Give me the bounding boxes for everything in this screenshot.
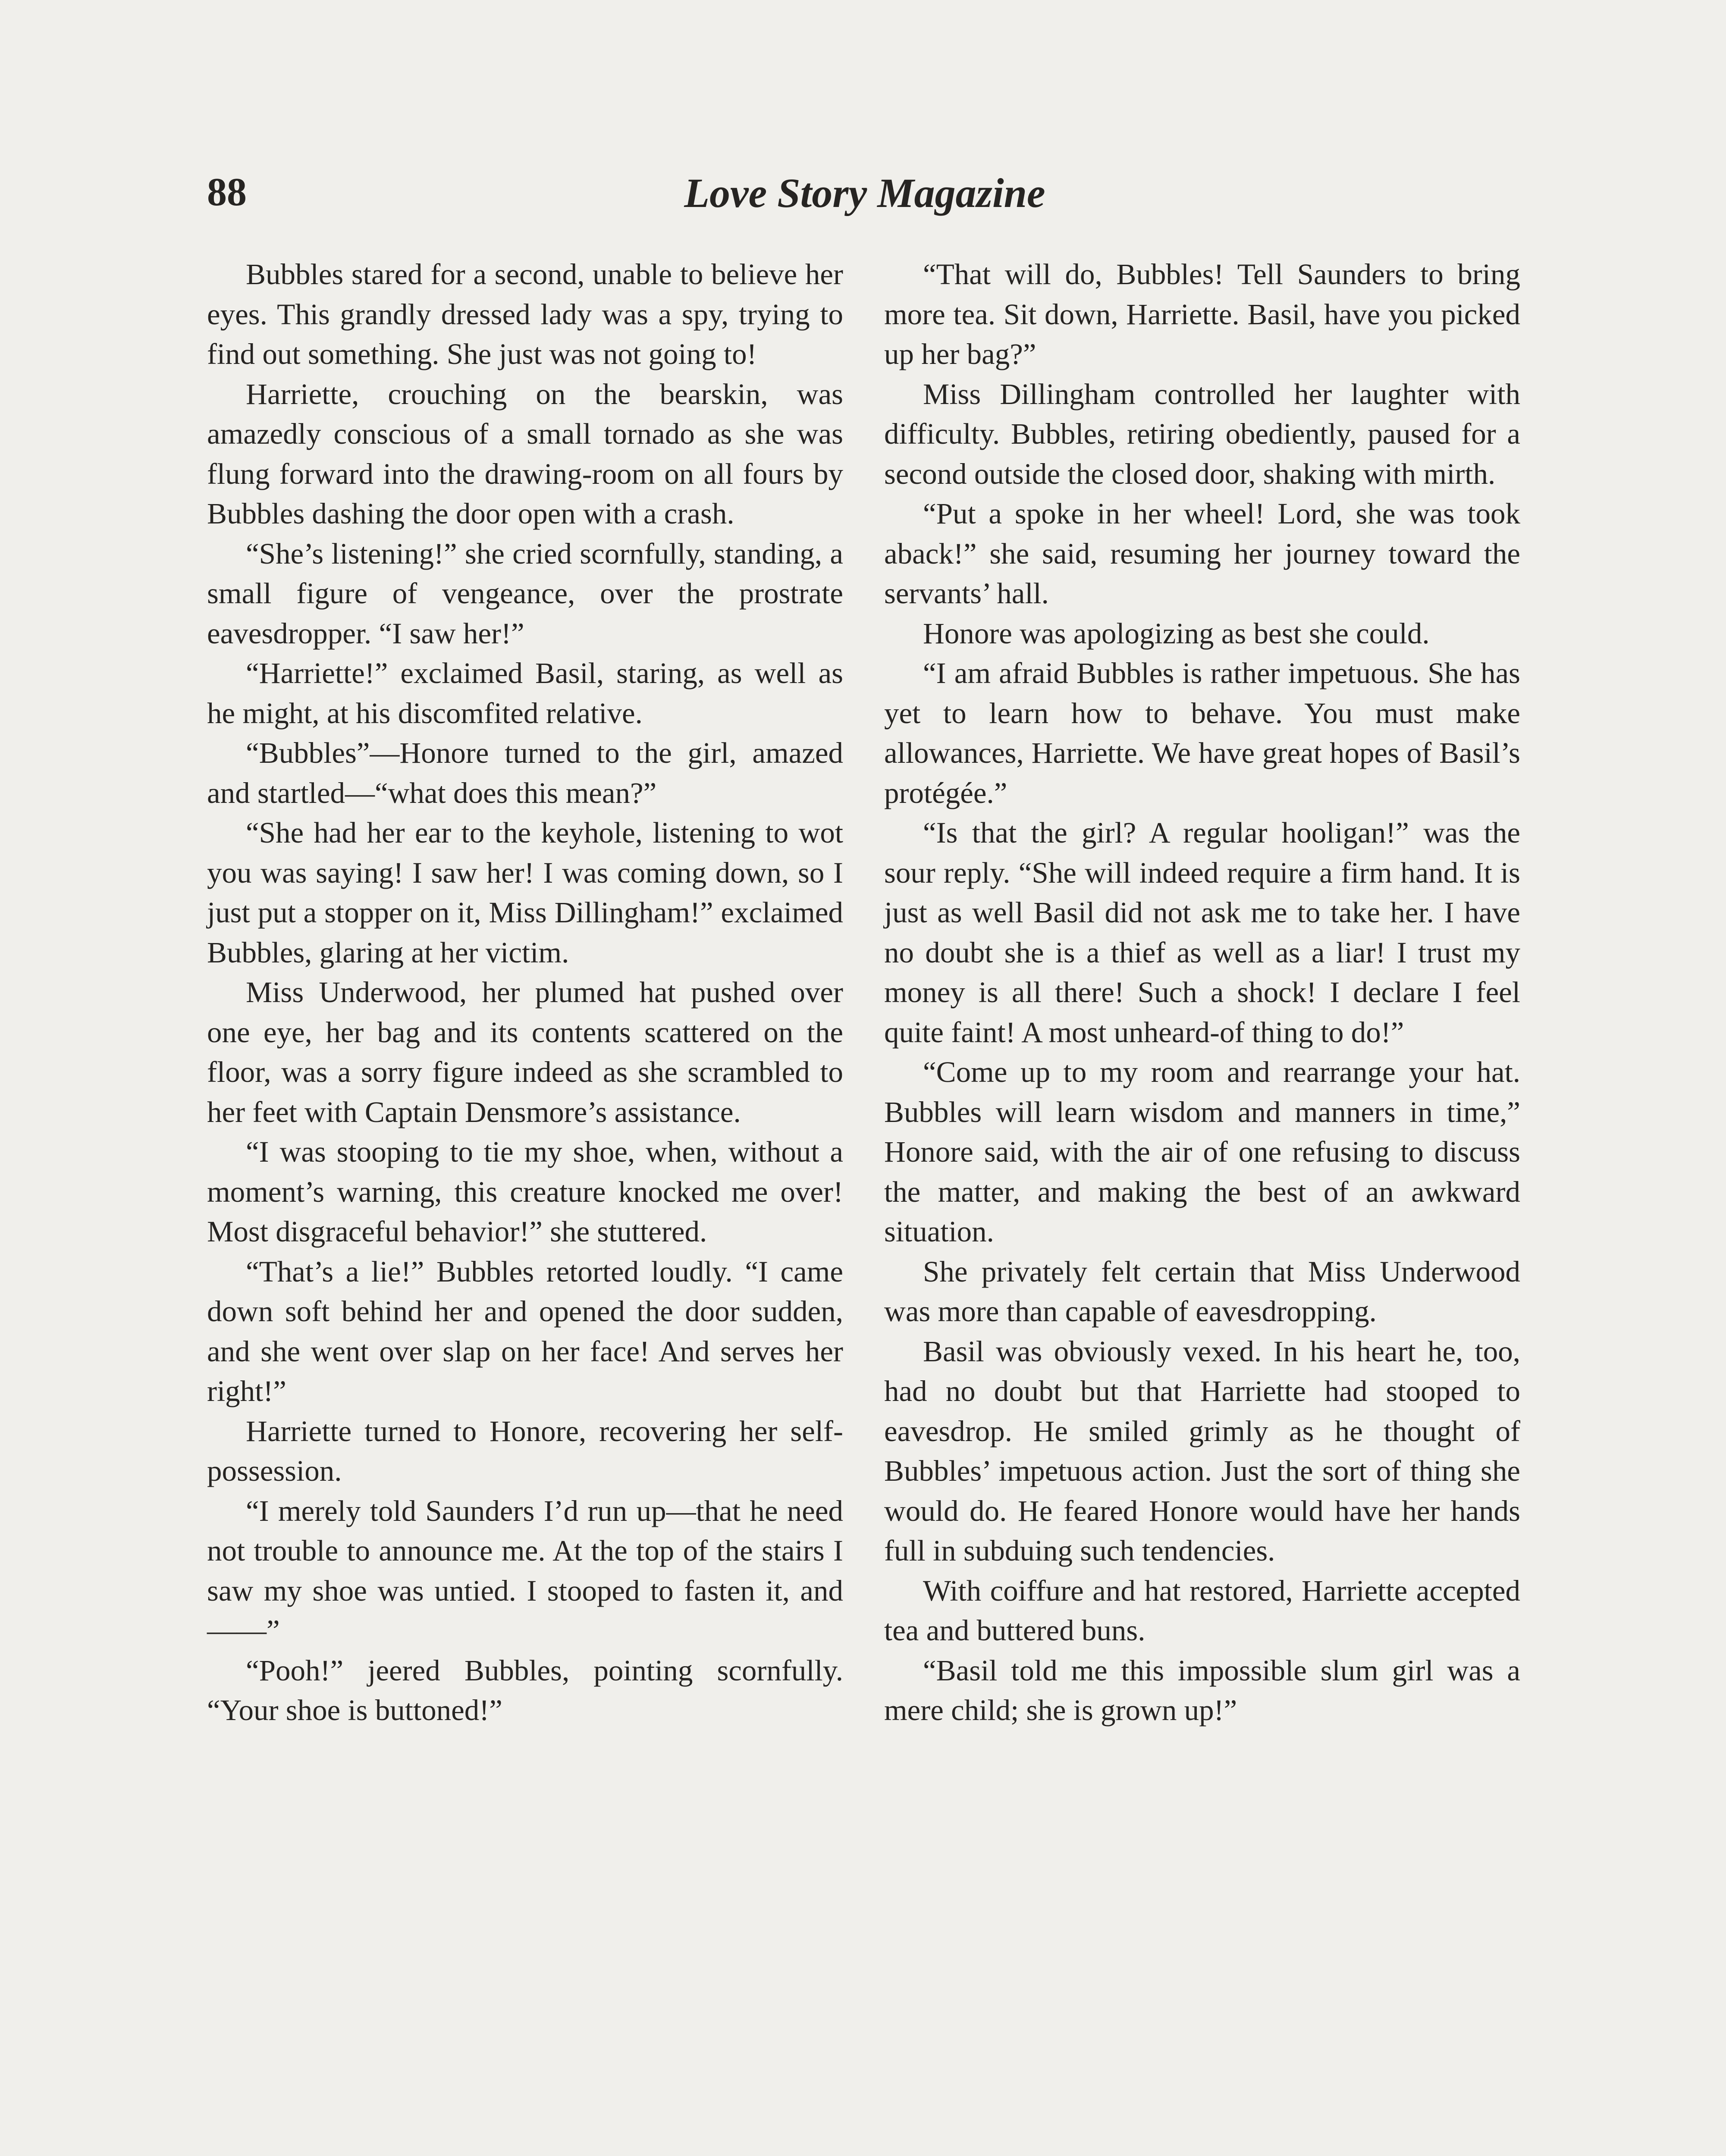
paragraph: Miss Dillingham controlled her laughter with difficulty. Bubbles, retiring obediently, paused for a second outside the closed door, shaking with mirth. xyxy=(884,377,1520,490)
paragraph: “I merely told Saunders I’d run up—that he need not trouble to announce me. At the top of the stairs I saw my shoe was untied. I stooped to fasten it, and——” xyxy=(207,1494,843,1647)
magazine-title: Love Story Magazine xyxy=(684,170,1045,216)
paragraph: “That’s a lie!” Bubbles retorted loudly. “I came down soft behind her and opened the door sudden, and she went over slap on her face! And serves her right!” xyxy=(207,1255,843,1407)
paragraph: Basil was obviously vexed. In his heart he, too, had no doubt but that Harriette had stooped to eavesdrop. He smiled grimly as he thought of Bubbles’ impetuous action. Just the sort of thing she would do. He feared Honore would have her hands full in subduing such tendencies. xyxy=(884,1335,1520,1567)
left-column xyxy=(207,254,843,1730)
right-column xyxy=(884,254,1520,1730)
paragraph: With coiffure and hat restored, Harriette accepted tea and buttered buns. xyxy=(884,1574,1520,1647)
paragraph: “She had her ear to the keyhole, listening to wot you was saying! I saw her! I was coming down, so I just put a stopper on it, Miss Dillingham!” exclaimed Bubbles, glaring at her victim. xyxy=(207,816,843,969)
paragraph: “Harriette!” exclaimed Basil, staring, as well as he might, at his discomfited relative. xyxy=(207,657,843,730)
paragraph: “Put a spoke in her wheel! Lord, she was took aback!” she said, resuming her journey toward the servants’ hall. xyxy=(884,497,1520,610)
paragraph: “Come up to my room and rearrange your hat. Bubbles will learn wisdom and manners in time,” Honore said, with the air of one refusing to discuss the matter, and making the best of an awkward situation. xyxy=(884,1056,1520,1248)
paragraph: “That will do, Bubbles! Tell Saunders to bring more tea. Sit down, Harriette. Basil, have you picked up her bag?” xyxy=(884,258,1520,370)
paragraph: Honore was apologizing as best she could. xyxy=(923,617,1430,650)
paragraph: “She’s listening!” she cried scornfully, standing, a small figure of vengeance, over the prostrate eavesdropper. “I saw her!” xyxy=(207,537,843,650)
paragraph: Harriette, crouching on the bearskin, was amazedly conscious of a small tornado as she was flung forward into the drawing-room on all fours by Bubbles dashing the door open with a crash. xyxy=(207,377,843,530)
page-header xyxy=(207,168,1522,233)
paragraph: “I am afraid Bubbles is rather impetuous. She has yet to learn how to behave. You must make allowances, Harriette. We have great hopes of Basil’s protégée.” xyxy=(884,657,1520,809)
paragraph: “Bubbles”—Honore turned to the girl, amazed and startled—“what does this mean?” xyxy=(207,736,843,809)
paragraph: Bubbles stared for a second, unable to believe her eyes. This grandly dressed lady was a spy, trying to find out something. She just was not going to! xyxy=(207,258,843,370)
paragraph: “Pooh!” jeered Bubbles, pointing scornfully. “Your shoe is buttoned!” xyxy=(207,1654,843,1727)
page-number: 88 xyxy=(207,170,247,214)
paragraph: Miss Underwood, her plumed hat pushed over one eye, her bag and its contents scattered on the floor, was a sorry figure indeed as she scrambled to her feet with Captain Densmore’s assistance. xyxy=(207,976,843,1128)
paragraph: She privately felt certain that Miss Underwood was more than capable of eavesdropping. xyxy=(884,1255,1520,1328)
paragraph: Harriette turned to Honore, recovering her self-possession. xyxy=(207,1414,843,1487)
paragraph: “I was stooping to tie my shoe, when, without a moment’s warning, this creature knocked me over! Most disgraceful behavior!” she stuttered. xyxy=(207,1135,843,1248)
paragraph: “Is that the girl? A regular hooligan!” was the sour reply. “She will indeed require a firm hand. It is just as well Basil did not ask me to take her. I have no doubt she is a thief as well as a liar! I trust my money is all there! Such a shock! I declare I feel quite faint! A most unheard-of thing to do!” xyxy=(884,816,1520,1049)
paragraph: “Basil told me this impossible slum girl was a mere child; she is grown up!” xyxy=(884,1654,1520,1727)
